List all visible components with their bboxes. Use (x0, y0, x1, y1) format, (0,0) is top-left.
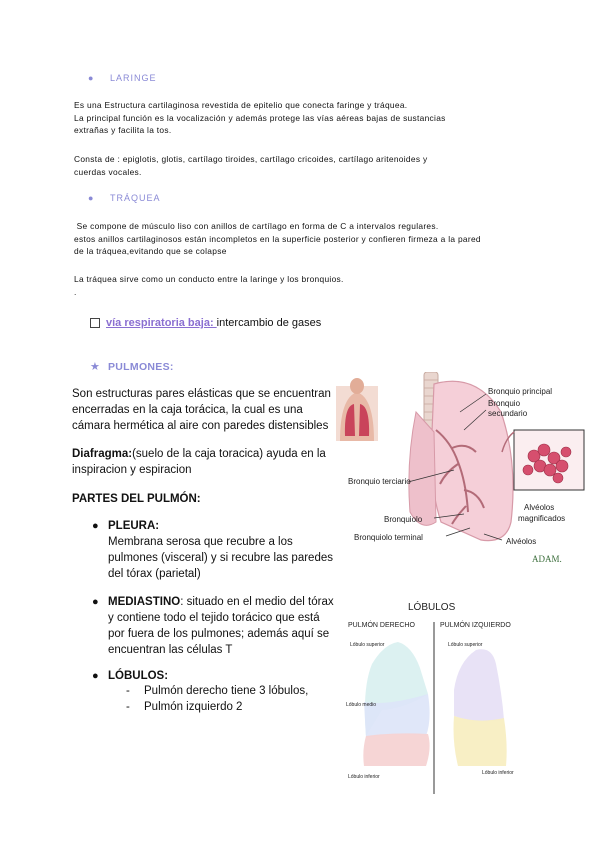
bullet-dot: ● (92, 670, 99, 682)
laringe-consta (74, 153, 574, 178)
text-line: del tórax (parietal) (108, 568, 201, 580)
list-item: Pulmón derecho tiene 3 lóbulos, (144, 685, 309, 697)
label-alveolos: Alvéolos (506, 537, 537, 546)
traquea-conducto (74, 273, 574, 298)
text-line: Son estructuras pares elásticas que se encuentran (72, 388, 331, 400)
lobulos-list: - Pulmón derecho tiene 3 lóbulos, - Pulmón izquierdo 2 (126, 685, 309, 713)
pleura-item (108, 518, 348, 582)
label-lobulo-inferior-r: Lóbulo inferior (348, 774, 380, 780)
diafragma-label: Diafragma: (72, 448, 133, 460)
checkbox[interactable] (90, 318, 100, 328)
mediastino-title: MEDIASTINO (108, 596, 181, 608)
text-line: Es una Estructura cartilaginosa revestida de epitelio que conecta faringe y tráquea. (74, 100, 408, 110)
text-line: encerradas en la caja torácica, la cual es una (72, 404, 303, 416)
label-alveolos-mag-2: magnificados (518, 514, 566, 523)
via-link[interactable]: vía respiratoria baja: (106, 317, 217, 329)
lobulos-illustration (336, 598, 532, 798)
text-line: cuerdas vocales. (74, 166, 142, 177)
traquea-paragraph (74, 220, 584, 258)
bullet-dot: ● (92, 520, 99, 532)
text-line: : situado en el medio del tórax (180, 596, 334, 608)
diafragma-text (72, 446, 347, 478)
bullet-dot: ● (92, 596, 99, 608)
via-item (90, 317, 321, 329)
label-lobulo-superior-r: Lóbulo superior (350, 642, 385, 648)
text-line: La tráquea sirve como un conducto entre la laringe y los bronquios. (74, 274, 344, 284)
label-bronquio-secundario-1: Bronquio (488, 399, 521, 408)
text-line: Consta de : epiglotis, glotis, cartílago tiroides, cartílago cricoides, cartílago aritenoides y (74, 154, 428, 164)
via-text: intercambio de gases (216, 317, 322, 329)
text-line: y contiene todo el tejido torácico que está (108, 612, 320, 624)
torso-thumbnail (336, 378, 378, 441)
list-item: Pulmón izquierdo 2 (144, 701, 243, 713)
text-line: de la tráquea,evitando que se colapse (74, 246, 227, 256)
text-line: inspiracion y espiracion (72, 464, 192, 476)
label-pulmon-derecho: PULMÓN DERECHO (348, 622, 415, 629)
label-alveolos-mag-1: Alvéolos (524, 503, 555, 512)
label-lobulo-medio: Lóbulo medio (346, 702, 377, 708)
star-icon: ★ (90, 361, 100, 373)
label-bronquio-principal: Bronquio principal (488, 387, 553, 396)
label-bronquiolo: Bronquiolo (384, 515, 423, 524)
text-line: por fuera de los pulmones; además aquí se (108, 628, 330, 640)
label-bronquiolo-terminal: Bronquiolo terminal (354, 533, 423, 542)
text-line: cámara hermética al aire con paredes distensibles (72, 420, 329, 432)
section-title-laringe: LARINGE (110, 73, 157, 83)
text-line: . (74, 286, 77, 297)
label-pulmon-izquierdo: PULMÓN IZQUIERDO (440, 622, 511, 629)
bullet-dot: ● (88, 193, 94, 203)
partes-title: PARTES DEL PULMÓN: (72, 493, 201, 505)
section-title-traquea: TRÁQUEA (110, 193, 161, 203)
lobulos-figure-title: LÓBULOS (408, 602, 456, 613)
lobulos-title: LÓBULOS: (108, 670, 169, 682)
text-line: extrañas y facilita la tos. (74, 125, 172, 135)
bronchi-illustration (336, 372, 586, 572)
pulmones-intro (72, 386, 342, 434)
label-bronquio-terciario: Bronquio terciario (348, 477, 411, 486)
pleura-title: PLEURA: (108, 520, 160, 532)
text-line: estos anillos cartilaginosos están incompletos en la superficie posterior y confieren firmeza a la pared (74, 233, 481, 244)
section-title-pulmones: PULMONES: (108, 361, 174, 373)
label-lobulo-superior-l: Lóbulo superior (448, 642, 483, 648)
text-line: Se compone de músculo liso con anillos de cartílago en forma de C a intervalos regulares. (74, 221, 439, 231)
text-line: La principal función es la vocalización y además protege las vías aéreas bajas de sustancias (74, 112, 446, 123)
text-line: pulmones (visceral) y si recubre las paredes (108, 552, 333, 564)
label-bronquio-secundario-2: secundario (488, 409, 528, 418)
laringe-paragraph (74, 99, 574, 137)
text-line: Membrana serosa que recubre a los (108, 536, 293, 548)
text-line: (suelo de la caja toracica) ayuda en la (132, 448, 326, 460)
label-lobulo-inferior-l: Lóbulo inferior (482, 770, 514, 776)
text-line: encuentran las células T (108, 644, 233, 656)
mediastino-item (108, 594, 348, 658)
bullet-dot: ● (88, 73, 94, 83)
adam-logo: ADAM. (532, 554, 562, 564)
